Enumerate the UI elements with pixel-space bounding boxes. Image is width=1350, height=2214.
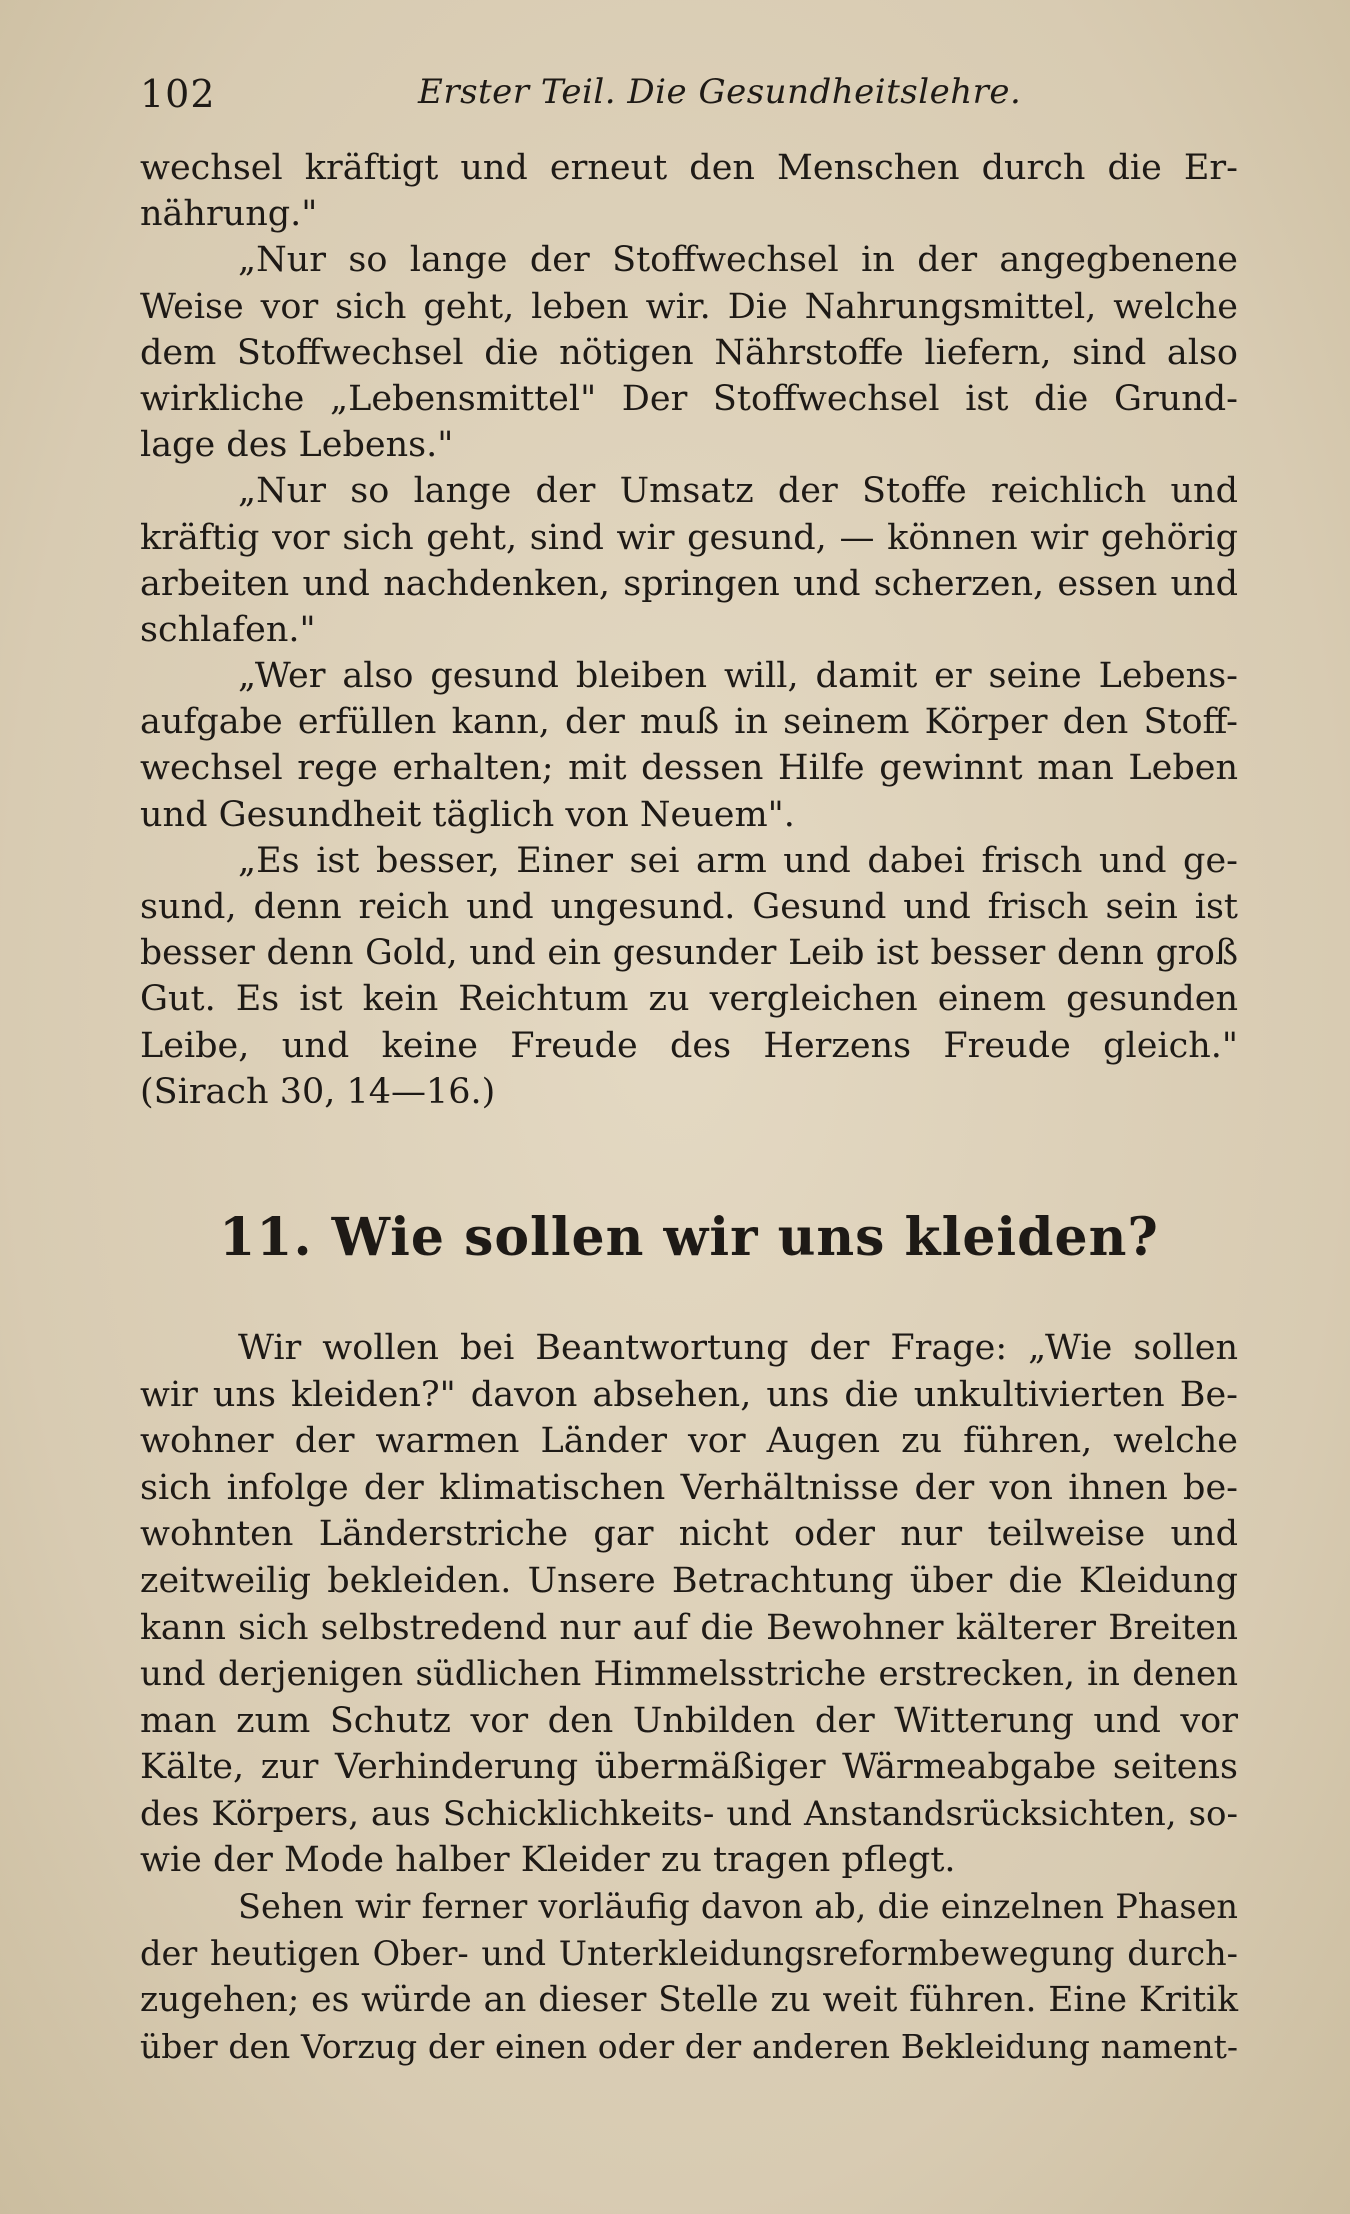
text-line: arbeiten und nachdenken, springen und scherzen, essen und: [140, 563, 1238, 604]
text-line: besser denn Gold, und ein gesunder Leib ist besser denn groß: [140, 933, 1238, 974]
page-number: 102: [140, 72, 216, 116]
text-line: wir uns kleiden?" davon absehen, uns die unkultivierten Be-: [140, 1374, 1238, 1415]
text-line: Kälte, zur Verhinderung übermäßiger Wärmeabgabe seitens: [140, 1747, 1238, 1788]
paragraph: [140, 1884, 1238, 2070]
text-line: „Nur so lange der Umsatz der Stoffe reichlich und: [238, 471, 1238, 512]
paragraph: [140, 653, 1238, 838]
text-line: man zum Schutz vor den Unbilden der Witterung und vor: [140, 1700, 1238, 1741]
text-line: und derjenigen südlichen Himmelsstriche erstrecken, in denen: [140, 1654, 1238, 1695]
text-line: kann sich selbstredend nur auf die Bewohner kälterer Breiten: [140, 1607, 1238, 1648]
text-line: dem Stoffwechsel die nötigen Nährstoffe liefern, sind also: [140, 332, 1238, 373]
text-line: aufgabe erfüllen kann, der muß in seinem Körper den Stoff-: [140, 702, 1238, 743]
text-line: der heutigen Ober- und Unterkleidungsreformbewegung durch-: [140, 1933, 1238, 1973]
body-text: [140, 145, 1238, 2070]
text-line: wirkliche „Lebensmittel" Der Stoffwechsel ist die Grund-: [140, 378, 1238, 419]
page-header: [140, 66, 1240, 126]
text-line: zugehen; es würde an dieser Stelle zu weit führen. Eine Kritik: [140, 1980, 1238, 2021]
text-line: sund, denn reich und ungesund. Gesund und frisch sein ist: [140, 887, 1238, 927]
text-line: „Nur so lange der Stoffwechsel in der angegbenene: [238, 240, 1238, 281]
text-line: Weise vor sich geht, leben wir. Die Nahrungsmittel, welche: [140, 286, 1238, 327]
text-line: Sehen wir ferner vorläufig davon ab, die einzelnen Phasen: [238, 1887, 1238, 1927]
paragraph: [140, 468, 1238, 653]
text-line: „Es ist besser, Einer sei arm und dabei frisch und ge-: [238, 840, 1238, 881]
text-line: Wir wollen bei Beantwortung der Frage: „Wie sollen: [238, 1327, 1238, 1368]
text-line: wohner der warmen Länder vor Augen zu führen, welche: [140, 1421, 1238, 1462]
text-line: über den Vorzug der einen oder der anderen Bekleidung nament-: [140, 2026, 1238, 2066]
running-head: Erster Teil. Die Gesundheitslehre.: [418, 72, 1022, 112]
paragraph: [140, 145, 1238, 237]
text-line: des Körpers, aus Schicklichkeits- und Anstandsrücksichten, so-: [140, 1793, 1238, 1834]
text-line: lage des Lebens.": [140, 425, 454, 466]
text-line: Gut. Es ist kein Reichtum zu vergleichen einem gesunden: [140, 979, 1238, 1020]
text-line: wie der Mode halber Kleider zu tragen pflegt.: [140, 1840, 956, 1881]
text-line: wohnten Länderstriche gar nicht oder nur teilweise und: [140, 1514, 1238, 1555]
text-line: schlafen.": [140, 609, 316, 650]
text-line: sich infolge der klimatischen Verhältnisse der von ihnen be-: [140, 1467, 1238, 1508]
text-line: wechsel rege erhalten; mit dessen Hilfe gewinnt man Leben: [140, 748, 1238, 789]
paragraph: [140, 838, 1238, 1115]
text-line: kräftig vor sich geht, sind wir gesund, — können wir gehörig: [140, 517, 1238, 558]
text-line: zeitweilig bekleiden. Unsere Betrachtung über die Kleidung: [140, 1560, 1238, 1601]
text-line: nährung.": [140, 194, 318, 235]
text-line: Leibe, und keine Freude des Herzens Freude gleich.": [140, 1025, 1238, 1066]
paragraph: [140, 1325, 1238, 1884]
text-line: „Wer also gesund bleiben will, damit er seine Lebens-: [238, 656, 1238, 697]
citation-line: (Sirach 30, 14—16.): [140, 1071, 496, 1112]
text-line: und Gesundheit täglich von Neuem".: [140, 794, 795, 835]
paragraph: [140, 237, 1238, 468]
section-heading: 11. Wie sollen wir uns kleiden?: [219, 1206, 1159, 1268]
text-line: wechsel kräftigt und erneut den Menschen durch die Er-: [140, 148, 1238, 188]
